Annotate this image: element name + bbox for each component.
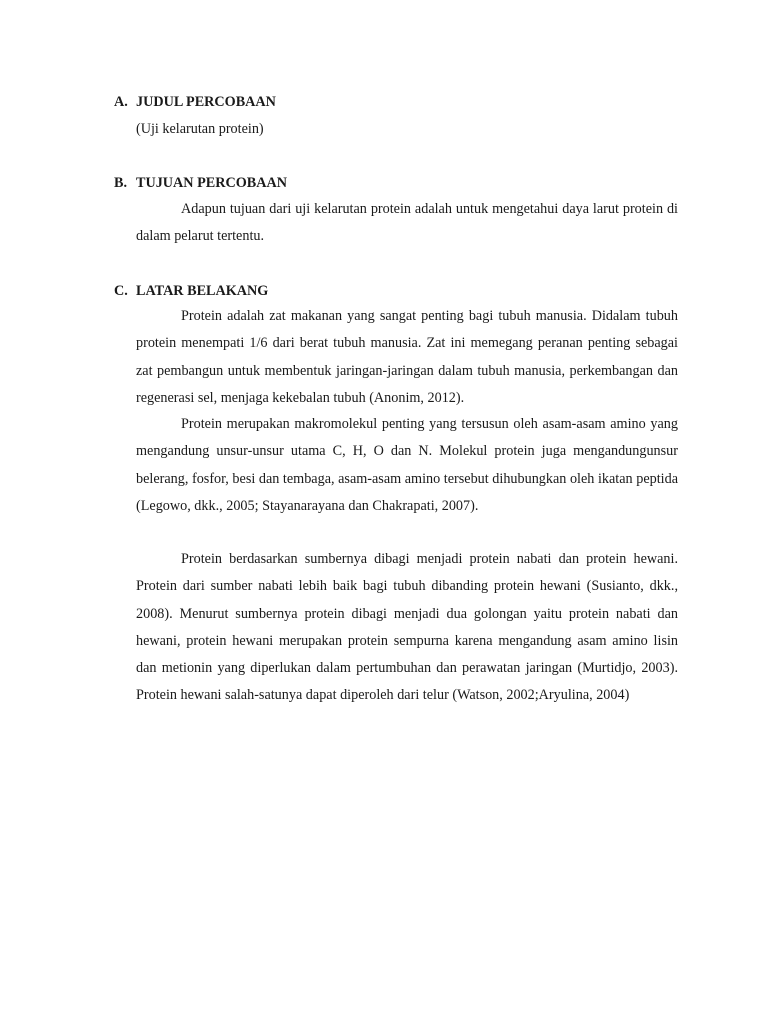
section-letter: A.: [114, 94, 128, 110]
section-title: JUDUL PERCOBAAN: [136, 94, 276, 110]
section-heading: [114, 93, 276, 111]
section-heading: [114, 174, 287, 192]
section-letter: B.: [114, 175, 128, 191]
section-heading: [114, 282, 268, 300]
paragraph: Protein berdasarkan sumbernya dibagi menjadi protein nabati dan protein hewani. Protein dari sumber nabati lebih baik bagi tubuh dibanding protein hewani (Susianto, dkk., 2008). Menurut sumbernya protein dibagi menjadi dua golongan yaitu protein nabati dan hewani, protein hewani merupakan protein sempurna karena mengandung asam amino lisin dan metionin yang diperlukan dalam pertumbuhan dan perawatan jaringan (Murtidjo, 2003). Protein hewani salah-satunya dapat diperoleh dari telur (Watson, 2002;Aryulina, 2004): [136, 551, 678, 704]
section-subtitle: (Uji kelarutan protein): [136, 121, 264, 137]
paragraph: Adapun tujuan dari uji kelarutan protein adalah untuk mengetahui daya larut protein di dalam pelarut tertentu.: [136, 201, 678, 245]
section-letter: C.: [114, 283, 128, 299]
section-title: LATAR BELAKANG: [136, 283, 269, 299]
section-title: TUJUAN PERCOBAAN: [136, 175, 287, 191]
paragraph: Protein merupakan makromolekul penting yang tersusun oleh asam-asam amino yang mengandung unsur-unsur utama C, H, O dan N. Molekul protein juga mengandungunsur belerang, fosfor, besi dan tembaga, asam-asam amino tersebut dihubungkan oleh ikatan peptida (Legowo, dkk., 2005; Stayanarayana dan Chakrapati, 2007).: [136, 416, 678, 514]
paragraph: Protein adalah zat makanan yang sangat penting bagi tubuh manusia. Didalam tubuh protein menempati 1/6 dari berat tubuh manusia. Zat ini memegang peranan penting sebagai zat pembangun untuk membentuk jaringan-jaringan dalam tubuh manusia, perkembangan dan regenerasi sel, menjaga kekebalan tubuh (Anonim, 2012).: [136, 308, 678, 406]
